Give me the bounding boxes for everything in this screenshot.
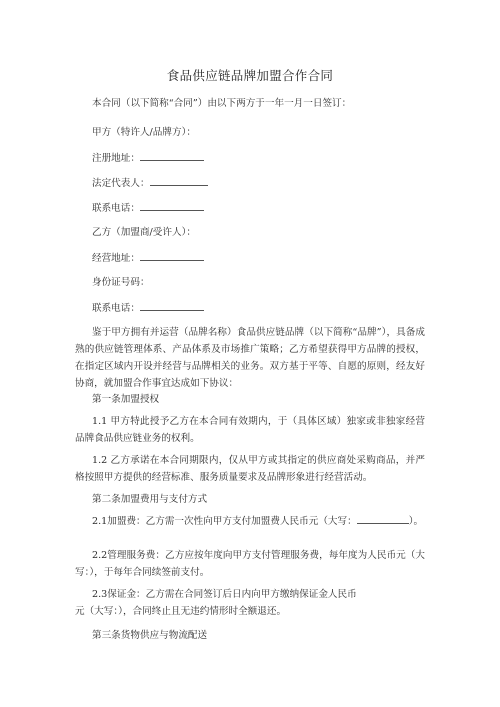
party-b-phone-row	[92, 301, 204, 316]
party-a-rep-row	[92, 176, 208, 191]
party-b-address-blank	[140, 251, 204, 261]
clause-2-3-tail: 元（大写：），合同终止且无违约情形时全额退还。	[75, 606, 287, 617]
clause-2-3-text: 2.3保证金：乙方需在合同签订后日内向甲方缴纳保证金人民币	[92, 589, 357, 600]
party-a-address-blank	[140, 151, 204, 161]
party-a-rep-blank	[150, 176, 208, 186]
party-b-heading: 乙方（加盟商/受许人）：	[92, 227, 196, 238]
party-a-heading: 甲方（特许人/品牌方）：	[92, 127, 196, 138]
article-1-title: 第一条加盟授权	[92, 394, 160, 405]
article-3-title: 第三条货物供应与物流配送	[92, 630, 208, 641]
article-2-title: 第二条加盟费用与支付方式	[92, 494, 208, 505]
preamble-paragraph: 鉴于甲方拥有并运营（品牌名称）食品供应链品牌（以下简称“品牌”），具备成熟的供应链管理体系、产品体系及市场推广策略；乙方希望获得甲方品牌的授权，在指定区域内开设并经营与品牌相关的业务。双方基于平等、自愿的原则，经友好协商，就加盟合作事宜达成如下协议：	[75, 327, 425, 389]
party-b-phone-blank	[140, 301, 204, 311]
party-b-address-label: 经营地址：	[92, 253, 140, 264]
party-a-address-row	[92, 151, 204, 166]
party-a-address-label: 注册地址：	[92, 153, 140, 164]
party-a-phone-label: 联系电话：	[92, 203, 140, 214]
clause-2-2: 2.2管理服务费：乙方应按年度向甲方支付管理服务费，每年度为人民币元（大写：），于每年合同续签前支付。	[75, 550, 425, 578]
clause-2-1-blank	[357, 514, 409, 524]
party-a-phone-blank	[140, 201, 204, 211]
party-a-phone-row	[92, 201, 204, 216]
clause-2-1	[75, 513, 425, 530]
intro-line: 本合同（以下简称“合同”）由以下两方于一年一月一日签订：	[92, 98, 352, 109]
clause-2-1-text: 2.1加盟费：乙方需一次性向甲方支付加盟费人民币元（大写：	[92, 516, 357, 527]
party-b-phone-label: 联系电话：	[92, 303, 140, 314]
clause-1-1: 1.1 甲方特此授予乙方在本合同有效期内，于（具体区域）独家或非独家经营品牌食品供应链业务的权利。	[75, 416, 425, 444]
party-b-id-row	[92, 276, 150, 290]
party-b-id-label: 身份证号码：	[92, 277, 150, 288]
party-a-rep-label: 法定代表人：	[92, 178, 150, 189]
clause-2-1-tail: ）。	[408, 516, 424, 527]
clause-2-3	[75, 586, 425, 620]
clause-1-2: 1.2 乙方承诺在本合同期限内，仅从甲方或其指定的供应商处采购商品，并严格按照甲方提供的经营标准、服务质量要求及品牌形象进行经营活动。	[75, 455, 425, 483]
party-b-address-row	[92, 251, 204, 266]
page-title: 食品供应链品牌加盟合作合同	[166, 68, 334, 83]
